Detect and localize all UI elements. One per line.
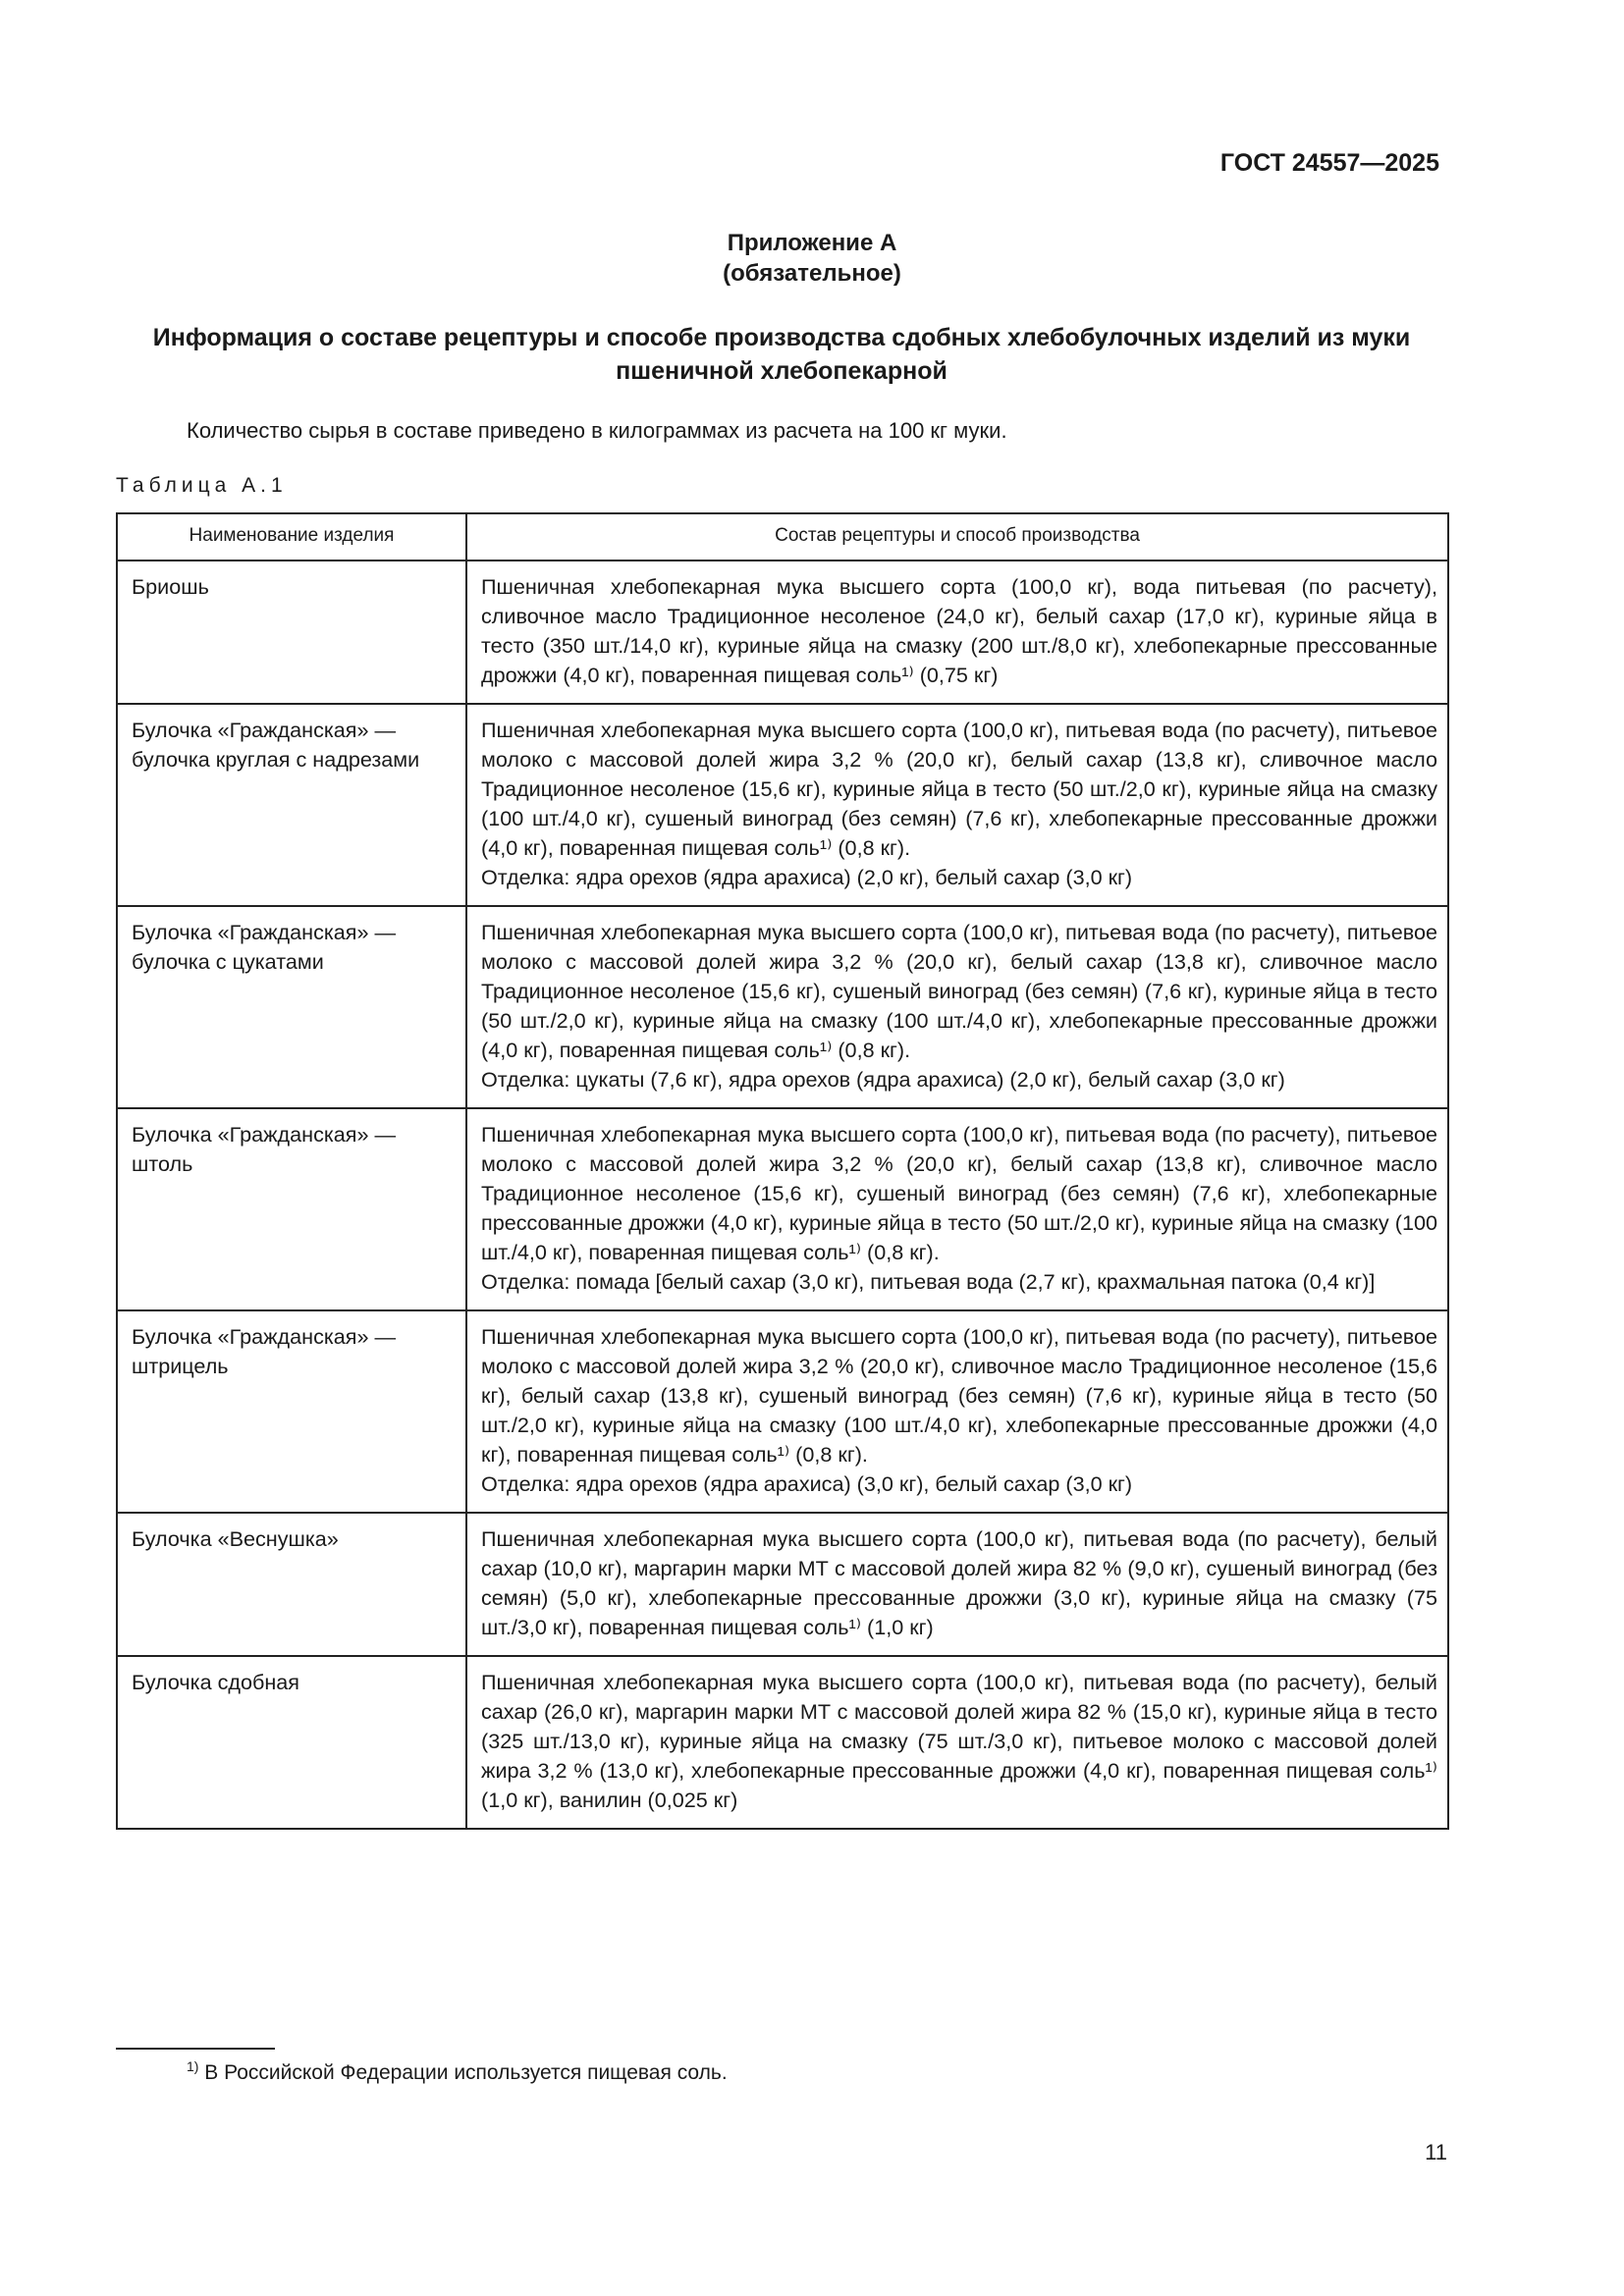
- header-composition: Состав рецептуры и способ производства: [466, 513, 1448, 561]
- composition-text: Пшеничная хлебопекарная мука высшего сорта (100,0 кг), питьевая вода (по расчету), питьевое молоко с массовой долей жира 3,2 % (20,0 кг), белый сахар (13,8 кг), сливочное масло Традиционное несоленое (15,6 кг), сушеный виноград (без семян) (7,6 кг), куриные яйца в тесто (50 шт./2,0 кг), куриные яйца на смазку (100 шт./4,0 кг), хлебопекарные прессованные дрожжи (4,0 кг), поваренная пищевая соль¹⁾ (0,8 кг).: [481, 920, 1437, 1062]
- table-row: [117, 1513, 1448, 1656]
- intro-paragraph: Количество сырья в составе приведено в килограммах из расчета на 100 кг муки.: [187, 418, 1007, 443]
- document-title: Информация о составе рецептуры и способе производства сдобных хлебобулочных изделий из муки пшеничной хлебопекарной: [152, 324, 1411, 385]
- footnote-text: В Российской Федерации используется пищевая соль.: [204, 2061, 728, 2084]
- table-label: Таблица А.1: [116, 474, 288, 497]
- product-composition: [466, 1310, 1448, 1513]
- product-name: Булочка «Гражданская» — штоль: [117, 1108, 466, 1310]
- composition-text: Пшеничная хлебопекарная мука высшего сорта (100,0 кг), питьевая вода (по расчету), питьевое молоко с массовой долей жира 3,2 % (20,0 кг), белый сахар (13,8 кг), сливочное масло Традиционное несоленое (15,6 кг), куриные яйца в тесто (50 шт./2,0 кг), куриные яйца на смазку (100 шт./4,0 кг), сушеный виноград (без семян) (7,6 кг), хлебопекарные прессованные дрожжи (4,0 кг), поваренная пищевая соль¹⁾ (0,8 кг).: [481, 718, 1437, 860]
- table-row: [117, 1656, 1448, 1829]
- annex-heading: [0, 228, 1624, 289]
- product-name: Булочка «Веснушка»: [117, 1513, 466, 1656]
- table-row: [117, 561, 1448, 704]
- product-composition: [466, 561, 1448, 704]
- recipe-table: [116, 512, 1449, 1830]
- product-name: Булочка «Гражданская» — штрицель: [117, 1310, 466, 1513]
- table-row: [117, 704, 1448, 906]
- header-product-name: Наименование изделия: [117, 513, 466, 561]
- footnote: [187, 2058, 728, 2085]
- composition-text: Пшеничная хлебопекарная мука высшего сорта (100,0 кг), питьевая вода (по расчету), питьевое молоко с массовой долей жира 3,2 % (20,0 кг), белый сахар (13,8 кг), сливочное масло Традиционное несоленое (15,6 кг), сушеный виноград (без семян) (7,6 кг), хлебопекарные прессованные дрожжи (4,0 кг), куриные яйца в тесто (50 шт./2,0 кг), куриные яйца на смазку (100 шт./4,0 кг), поваренная пищевая соль¹⁾ (0,8 кг).: [481, 1122, 1437, 1264]
- standard-code: ГОСТ 24557—2025: [1219, 149, 1439, 177]
- product-composition: [466, 906, 1448, 1108]
- table-header-row: [117, 513, 1448, 561]
- composition-text: Пшеничная хлебопекарная мука высшего сорта (100,0 кг), питьевая вода (по расчету), питьевое молоко с массовой долей жира 3,2 % (20,0 кг), сливочное масло Традиционное несоленое (15,6 кг), белый сахар (13,8 кг), сушеный виноград (без семян) (7,6 кг), куриные яйца в тесто (50 шт./2,0 кг), куриные яйца на смазку (100 шт./4,0 кг), хлебопекарные прессованные дрожжи (4,0 кг), поваренная пищевая соль¹⁾ (0,8 кг).: [481, 1324, 1437, 1467]
- product-composition: [466, 1108, 1448, 1310]
- annex-status: (обязательное): [723, 260, 901, 287]
- composition-text: Пшеничная хлебопекарная мука высшего сорта (100,0 кг), питьевая вода (по расчету), белый сахар (10,0 кг), маргарин марки МТ с массовой долей жира 82 % (9,0 кг), сушеный виноград (без семян) (5,0 кг), хлебопекарные прессованные дрожжи (3,0 кг), куриные яйца на смазку (75 шт./3,0 кг), поваренная пищевая соль¹⁾ (1,0 кг): [481, 1526, 1437, 1639]
- finish-text: Отделка: помада [белый сахар (3,0 кг), питьевая вода (2,7 кг), крахмальная патока (0,4 кг)]: [481, 1269, 1376, 1294]
- product-name: Булочка «Гражданская» — булочка круглая с надрезами: [117, 704, 466, 906]
- table-row: [117, 1310, 1448, 1513]
- table-row: [117, 1108, 1448, 1310]
- product-composition: [466, 704, 1448, 906]
- finish-text: Отделка: ядра орехов (ядра арахиса) (2,0 кг), белый сахар (3,0 кг): [481, 865, 1133, 889]
- page-number: 11: [1425, 2140, 1447, 2164]
- finish-text: Отделка: ядра орехов (ядра арахиса) (3,0 кг), белый сахар (3,0 кг): [481, 1471, 1133, 1496]
- finish-text: Отделка: цукаты (7,6 кг), ядра орехов (ядра арахиса) (2,0 кг), белый сахар (3,0 кг): [481, 1067, 1285, 1092]
- annex-title: Приложение А: [727, 230, 897, 256]
- product-name: Булочка сдобная: [117, 1656, 466, 1829]
- composition-text: Пшеничная хлебопекарная мука высшего сорта (100,0 кг), вода питьевая (по расчету), сливочное масло Традиционное несоленое (24,0 кг), белый сахар (17,0 кг), куриные яйца в тесто (350 шт./14,0 кг), куриные яйца на смазку (200 шт./8,0 кг), хлебопекарные прессованные дрожжи (4,0 кг), поваренная пищевая соль¹⁾ (0,75 кг): [481, 574, 1437, 687]
- product-name: Булочка «Гражданская» — булочка с цукатами: [117, 906, 466, 1108]
- table-row: [117, 906, 1448, 1108]
- product-name: Бриошь: [117, 561, 466, 704]
- product-composition: [466, 1513, 1448, 1656]
- composition-text: Пшеничная хлебопекарная мука высшего сорта (100,0 кг), питьевая вода (по расчету), белый сахар (26,0 кг), маргарин марки МТ с массовой долей жира 82 % (15,0 кг), куриные яйца в тесто (325 шт./13,0 кг), куриные яйца на смазку (75 шт./3,0 кг), питьевое молоко с массовой долей жира 3,2 % (13,0 кг), хлебопекарные прессованные дрожжи (4,0 кг), поваренная пищевая соль¹⁾ (1,0 кг), ванилин (0,025 кг): [481, 1670, 1437, 1812]
- product-composition: [466, 1656, 1448, 1829]
- footnote-divider: [116, 2048, 275, 2050]
- footnote-mark: 1): [187, 2058, 199, 2074]
